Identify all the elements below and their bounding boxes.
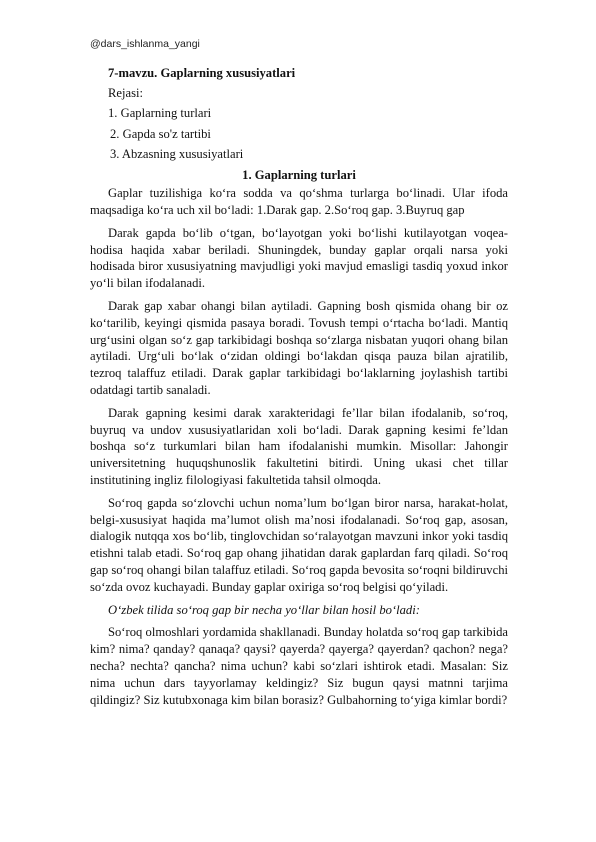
plan-item: 1. Gaplarning turlari <box>108 106 212 121</box>
plan-item: 2. Gapda so'z tartibi <box>110 126 211 141</box>
paragraph: Darak gapda bo‘lib o‘tgan, bo‘layotgan yoki bo‘lishi kutilayotgan voqea-hodisa haqida xabar beriladi. Shuningdek, bunday gaplar orqali narsa yoki hodisada biror xususiyatning mavjudligi yoki mavjud emasligi tasdiq yoxud inkor yo‘li bilan ifodalanadi. <box>90 225 508 291</box>
section-title: 1. Gaplarning turlari <box>242 168 356 183</box>
paragraph: Darak gap xabar ohangi bilan aytiladi. Gapning bosh qismida ohang bir oz ko‘tarilib, keyingi qismida pasaya boradi. Tovush tempi o‘rtacha bo‘ladi. Mantiq urg‘usini olgan so‘z gap tarkibidagi boshqa so‘zlarga nisbatan yuqori ohang bilan aytiladi. Urg‘uli bo‘lak o‘zidan oldingi bo‘lakdan qisqa pauza bilan ajratilib, tezroq talaffuz etiladi. Darak gaplar tarkibidagi bo‘laklarning joylashish tartibi odatdagi tartib sanaladi. <box>90 299 508 397</box>
paragraph: So‘roq olmoshlari yordamida shakllanadi. Bunday holatda so‘roq gap tarkibida kim? nima? qanday? qanaqa? qaysi? qayerda? qayerga? qayerdan? qachon? nega? necha? nechta? qancha? nima uchun? kabi so‘zlari ishtirok etadi. Masalan: Siz nima uchun dars tayyorlamay keldingiz? Siz bugun qaysi matnni tarjima qildingiz? Siz kutubxonaga kim bilan borasiz? Gulbahorning to‘yiga kimlar bordi? <box>90 625 508 707</box>
plan-item: 3. Abzasning xususiyatlari <box>110 146 244 161</box>
document-body <box>90 63 508 714</box>
paragraph: Gaplar tuzilishiga ko‘ra sodda va qo‘shma turlarga bo‘linadi. Ular ifoda maqsadiga ko‘ra uch xil bo‘ladi: 1.Darak gap. 2.So‘roq gap. 3.Buyruq gap <box>90 186 508 218</box>
plan-heading: Rejasi: <box>108 86 143 101</box>
topic-title: 7-mavzu. Gaplarning xususiyatlari <box>108 66 296 80</box>
paragraph: Darak gapning kesimi darak xarakteridagi fe’llar bilan ifodalanib, so‘roq, buyruq va undov xususiyatlaridan xoli bo‘ladi. Darak gapning kesimi fe’ldan boshqa so‘z turkumlari bilan ham ifodalanishi mumkin. Misollar: Jahongir universitetning huquqshunoslik fakultetini bitirdi. Uning ukasi chet tillar institutining ingliz filologiyasi fakultetida tahsil olmoqda. <box>90 405 508 487</box>
watermark-text: @dars_ishlanma_yangi <box>90 38 200 50</box>
paragraph: So‘roq gapda so‘zlovchi uchun noma’lum bo‘lgan biror narsa, harakat-holat, belgi-xususiyat haqida ma’lumot olish ma’nosi ifodalanadi. So‘roq gap, asosan, dialogik nutqqa xos bo‘lib, tinglovchidan so‘ralayotgan mavzuni inkor yoki tasdiq etishni talab etadi. So‘roq gap ohang jihatidan darak gaplardan farq qiladi. So‘roq gap so‘roq ohangi bilan talaffuz etiladi. So‘roq gapda bevosita so‘roqni bildiruvchi so‘zda ovoz kuchayadi. Bunday gaplar oxiriga so‘roq belgisi qo‘yiladi. <box>90 495 508 594</box>
italic-subheading: O‘zbek tilida so‘roq gap bir necha yo‘llar bilan hosil bo‘ladi: <box>108 602 420 617</box>
